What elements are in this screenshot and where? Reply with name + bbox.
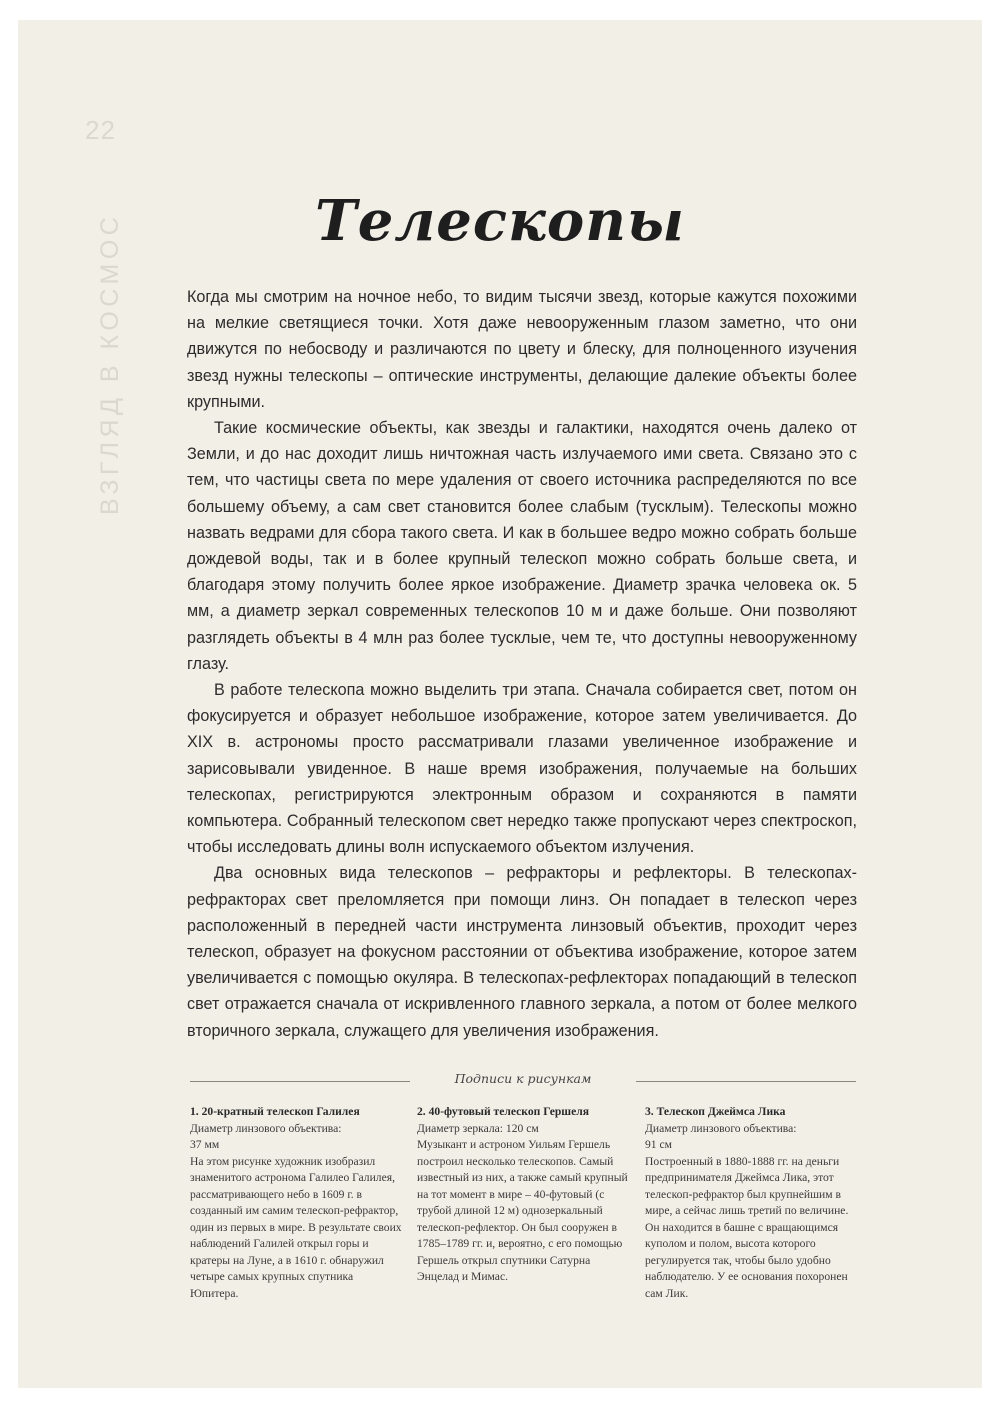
caption-galileo [190, 1104, 402, 1302]
caption-text: Построенный в 1880-1888 гг. на деньги предпринимателя Джеймса Лика, этот телескоп-рефрактор был крупнейшим в мире, а сейчас лишь третий по величине. Он находится в башне с вращающимся куполом и полом, высота которого регулируется так, чтобы было удобно наблюдателю. У ее основания похоронен сам Лик. [645, 1154, 849, 1300]
caption-lick [645, 1104, 857, 1302]
caption-spec-value: 37 мм [190, 1138, 220, 1151]
paragraph: Два основных вида телескопов – рефракторы и рефлекторы. В телескопах-рефракторах свет преломляется при помощи линз. Он попадает в телескоп через расположенный в передней части инструмента линзовый объектив, проходит через телескоп, образует на фокусном расстоянии от объектива изображение, которое затем увеличивается с помощью окуляра. В телескопах-рефлекторах попадающий в телескоп свет отражается сначала от искривленного главного зеркала, а потом от более мелкого вторичного зеркала, служащего для увеличения изображения. [187, 864, 857, 1040]
caption-text: Музыкант и астроном Уильям Гершель построил несколько телескопов. Самый известный из них, а также самый крупный на тот момент в мире – 40-футовый (с трубой длиной 12 м) однозеркальный телескоп-рефлектор. Он был сооружен в 1785–1789 гг. и, вероятно, с его помощью Гершель открыл спутники Сатурна Энцелад и Мимас. [417, 1138, 628, 1283]
caption-spec-label: Диаметр линзового объектива: [645, 1121, 797, 1135]
caption-herschel [417, 1104, 629, 1286]
body-text [187, 284, 857, 1044]
caption-text: На этом рисунке художник изобразил знаменитого астронома Галилео Галилея, рассматривающего небо в 1609 г. в созданный им самим телескоп-рефрактор, один из первых в мире. В результате своих наблюдений Галилей открыл горы и кратеры на Луне, а в 1610 г. обнаружил четыре самых крупных спутника Юпитера. [190, 1154, 402, 1300]
page-number: 22 [85, 115, 116, 145]
paragraph: В работе телескопа можно выделить три этапа. Сначала собирается свет, потом он фокусируется и образует небольшое изображение, которое затем увеличивается. До XIX в. астрономы просто рассматривали глазами увеличенное изображение и зарисовывали увиденное. В наше время изображения, получаемые на больших телескопах, регистрируются электронным образом и сохраняются в памяти компьютера. Собранный телескопом свет нередко также пропускают через спектроскоп, чтобы исследовать длины волн испускаемого объектом излучения. [187, 681, 857, 857]
caption-title: 3. Телескоп Джеймса Лика [645, 1105, 786, 1118]
paragraph: Такие космические объекты, как звезды и галактики, находятся очень далеко от Земли, и до нас доходит лишь ничтожная часть излучаемого ими света. Связано это с тем, что частицы света по мере удаления от своего источника распределяются по все большему объему, а сам свет становится более слабым (тусклым). Телескопы можно назвать ведрами для сбора такого света. И как в большее ведро можно собрать больше дождевой воды, так и в более крупный телескоп можно собрать больше света, и благодаря этому получить более яркое изображение. Диаметр зрачка человека ок. 5 мм, а диаметр зеркал современных телескопов 10 м и даже больше. Они позволяют разглядеть объекты в 4 млн раз более тусклые, чем те, что доступны невооруженному глазу. [187, 419, 857, 673]
captions-divider-left [190, 1081, 410, 1082]
caption-spec-value: 91 см [645, 1138, 672, 1151]
caption-title: 2. 40-футовый телескоп Гершеля [417, 1105, 589, 1118]
paragraph: Когда мы смотрим на ночное небо, то видим тысячи звезд, которые кажутся похожими на мелкие светящиеся точки. Хотя даже невооруженным глазом заметно, что они движутся по небосводу и различаются по цвету и блеску, для полноценного изучения звезд нужны телескопы – оптические инструменты, делающие далекие объекты более крупными. [187, 288, 857, 411]
caption-spec-label: Диаметр линзового объектива: [190, 1121, 342, 1135]
page-title: Телескопы [315, 188, 685, 254]
caption-spec-label: Диаметр зеркала: 120 см [417, 1121, 539, 1135]
caption-title: 1. 20-кратный телескоп Галилея [190, 1105, 360, 1118]
running-title: ВЗГЛЯД В КОСМОС [96, 212, 124, 515]
captions-divider-right [636, 1081, 856, 1082]
captions-heading: Подписи к рисункам [454, 1071, 592, 1086]
